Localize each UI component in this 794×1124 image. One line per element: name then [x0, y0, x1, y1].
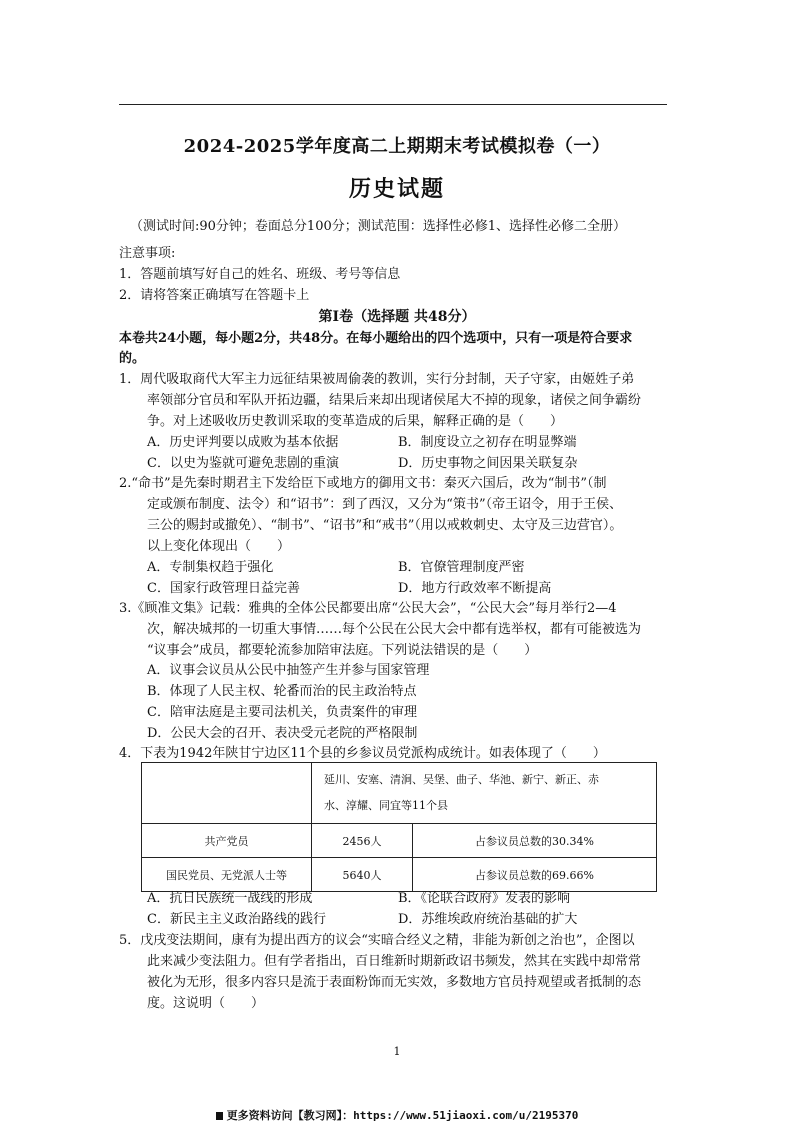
q5-stem-line-4: 度。这说明（ ） — [147, 996, 265, 1011]
q2-option-a: A．专制集权趋于强化 — [147, 560, 274, 575]
table-cell-label: 国民党员、无党派人士等 — [142, 858, 312, 892]
q3-stem-line-3: “议事会”成员，都要轮流参加陪审法庭。下列说法错误的是（ ） — [147, 643, 538, 658]
table-corner-cell — [142, 763, 312, 824]
footer-link[interactable] — [0, 1107, 794, 1123]
q3-stem-line-2: 次，解决城邦的一切重大事情……每个公民在公民大会中都有选举权，都有可能被选为 — [147, 622, 642, 637]
q1-stem-line-3: 争。对上述吸收历史教训采取的变革造成的后果，解释正确的是（ ） — [147, 414, 564, 429]
exam-info: （测试时间:90分钟；卷面总分100分；测试范围：选择性必修1、选择性必修二全册） — [130, 219, 627, 234]
q2-stem-line-2: 定或颁布制度、法令）和“诏书”：到了西汉，又分为“策书”（帝王诏令，用于王侯、 — [147, 497, 623, 512]
q1-stem-line-1: 1．周代吸取商代大军主力远征结果被周偷袭的教训，实行分封制，天子守家，由姬姓子弟 — [119, 372, 635, 387]
table-cell-percent: 占参议员总数的30.34% — [413, 824, 657, 858]
q3-option-d: D．公民大会的召开、表决受元老院的严格限制 — [147, 726, 418, 741]
table-header-cell — [312, 763, 657, 824]
header-rule — [119, 104, 667, 105]
q2-stem-line-1: 2.“命书”是先秦时期君主下发给臣下或地方的御用文书：秦灭六国后，改为“制书”（制 — [119, 476, 607, 491]
page-number: 1 — [393, 1045, 401, 1058]
q3-stem-line-1: 3.《顾准文集》记载：雅典的全体公民都要出席“公民大会”，“公民大会”每月举行2—4 — [119, 601, 617, 616]
q4-option-c: C．新民主主义政治路线的践行 — [147, 912, 326, 927]
table-cell-percent: 占参议员总数的69.66% — [413, 858, 657, 892]
q4-option-b: B．《论联合政府》发表的影响 — [398, 891, 571, 906]
footer-link-text: 更多资料访问【教习网】：https://www.51jiaoxi.com/u/2195370 — [226, 1109, 579, 1122]
exam-title: 2024-2025学年度高二上期期末考试模拟卷（一） — [183, 136, 611, 157]
q1-option-c: C．以史为鉴就可避免悲剧的重演 — [147, 456, 339, 471]
table-header-line-2: 水、淳耀、同宜等11个县 — [324, 799, 448, 812]
q1-stem-line-2: 率领部分官员和军队开拓边疆，结果后来却出现诸侯尾大不掉的现象，诸侯之间争霸纷 — [147, 393, 642, 408]
q3-option-c: C．陪审法庭是主要司法机关，负责案件的审理 — [147, 705, 417, 720]
q4-stem: 4．下表为1942年陕甘宁边区11个县的乡参议员党派构成统计。如表体现了（ ） — [119, 746, 606, 761]
table-cell-count: 5640人 — [312, 858, 413, 892]
q2-stem-line-4: 以上变化体现出（ ） — [147, 539, 291, 554]
q2-option-d: D．地方行政效率不断提高 — [398, 581, 552, 596]
q2-option-c: C．国家行政管理日益完善 — [147, 581, 300, 596]
note-item-2: 2．请将答案正确填写在答题卡上 — [119, 288, 310, 303]
q5-stem-line-1: 5．戊戌变法期间，康有为提出西方的议会“实暗合经义之精，非能为新创之治也”，企图以 — [119, 933, 635, 948]
q3-option-b: B．体现了人民主权、轮番而治的民主政治特点 — [147, 684, 417, 699]
table-cell-count: 2456人 — [312, 824, 413, 858]
notes-heading: 注意事项: — [119, 246, 176, 261]
q4-option-a: A．抗日民族统一战线的形成 — [147, 891, 313, 906]
q4-option-d: D．苏维埃政府统治基础的扩大 — [398, 912, 578, 927]
q5-stem-line-2: 此来减少变法阻力。但有学者指出，百日维新时期新政诏书频发，然其在实践中却常常 — [147, 954, 642, 969]
note-item-1: 1．答题前填写好自己的姓名、班级、考号等信息 — [119, 267, 401, 282]
section-intro-cont: 的。 — [119, 351, 146, 366]
q1-option-b: B．制度设立之初存在明显弊端 — [398, 435, 577, 450]
q4-table — [141, 762, 657, 892]
section-intro: 本卷共24小题，每小题2分，共48分。在每小题给出的四个选项中，只有一项是符合要求 — [119, 331, 633, 346]
q2-stem-line-3: 三公的赐封或撤免）、“制书”、“诏书”和“戒书”（用以戒敕刺史、太守及三边营官）。 — [147, 518, 623, 533]
subject-title: 历史试题 — [348, 176, 445, 202]
table-row — [142, 824, 657, 858]
q3-option-a: A．议事会议员从公民中抽签产生并参与国家管理 — [147, 663, 430, 678]
flag-icon — [216, 1112, 223, 1120]
q1-option-d: D．历史事物之间因果关联复杂 — [398, 456, 578, 471]
q5-stem-line-3: 被化为无形，很多内容只是流于表面粉饰而无实效，多数地方官员持观望或者抵制的态 — [147, 975, 642, 990]
q1-option-a: A．历史评判要以成败为基本依据 — [147, 435, 339, 450]
q2-option-b: B．官僚管理制度严密 — [398, 560, 525, 575]
table-cell-label: 共产党员 — [142, 824, 312, 858]
table-header-line-1: 延川、安塞、清涧、吴堡、曲子、华池、新宁、新正、赤 — [324, 773, 599, 786]
table-row — [142, 763, 657, 824]
section-heading: 第Ⅰ卷（选择题 共48分） — [318, 309, 476, 325]
